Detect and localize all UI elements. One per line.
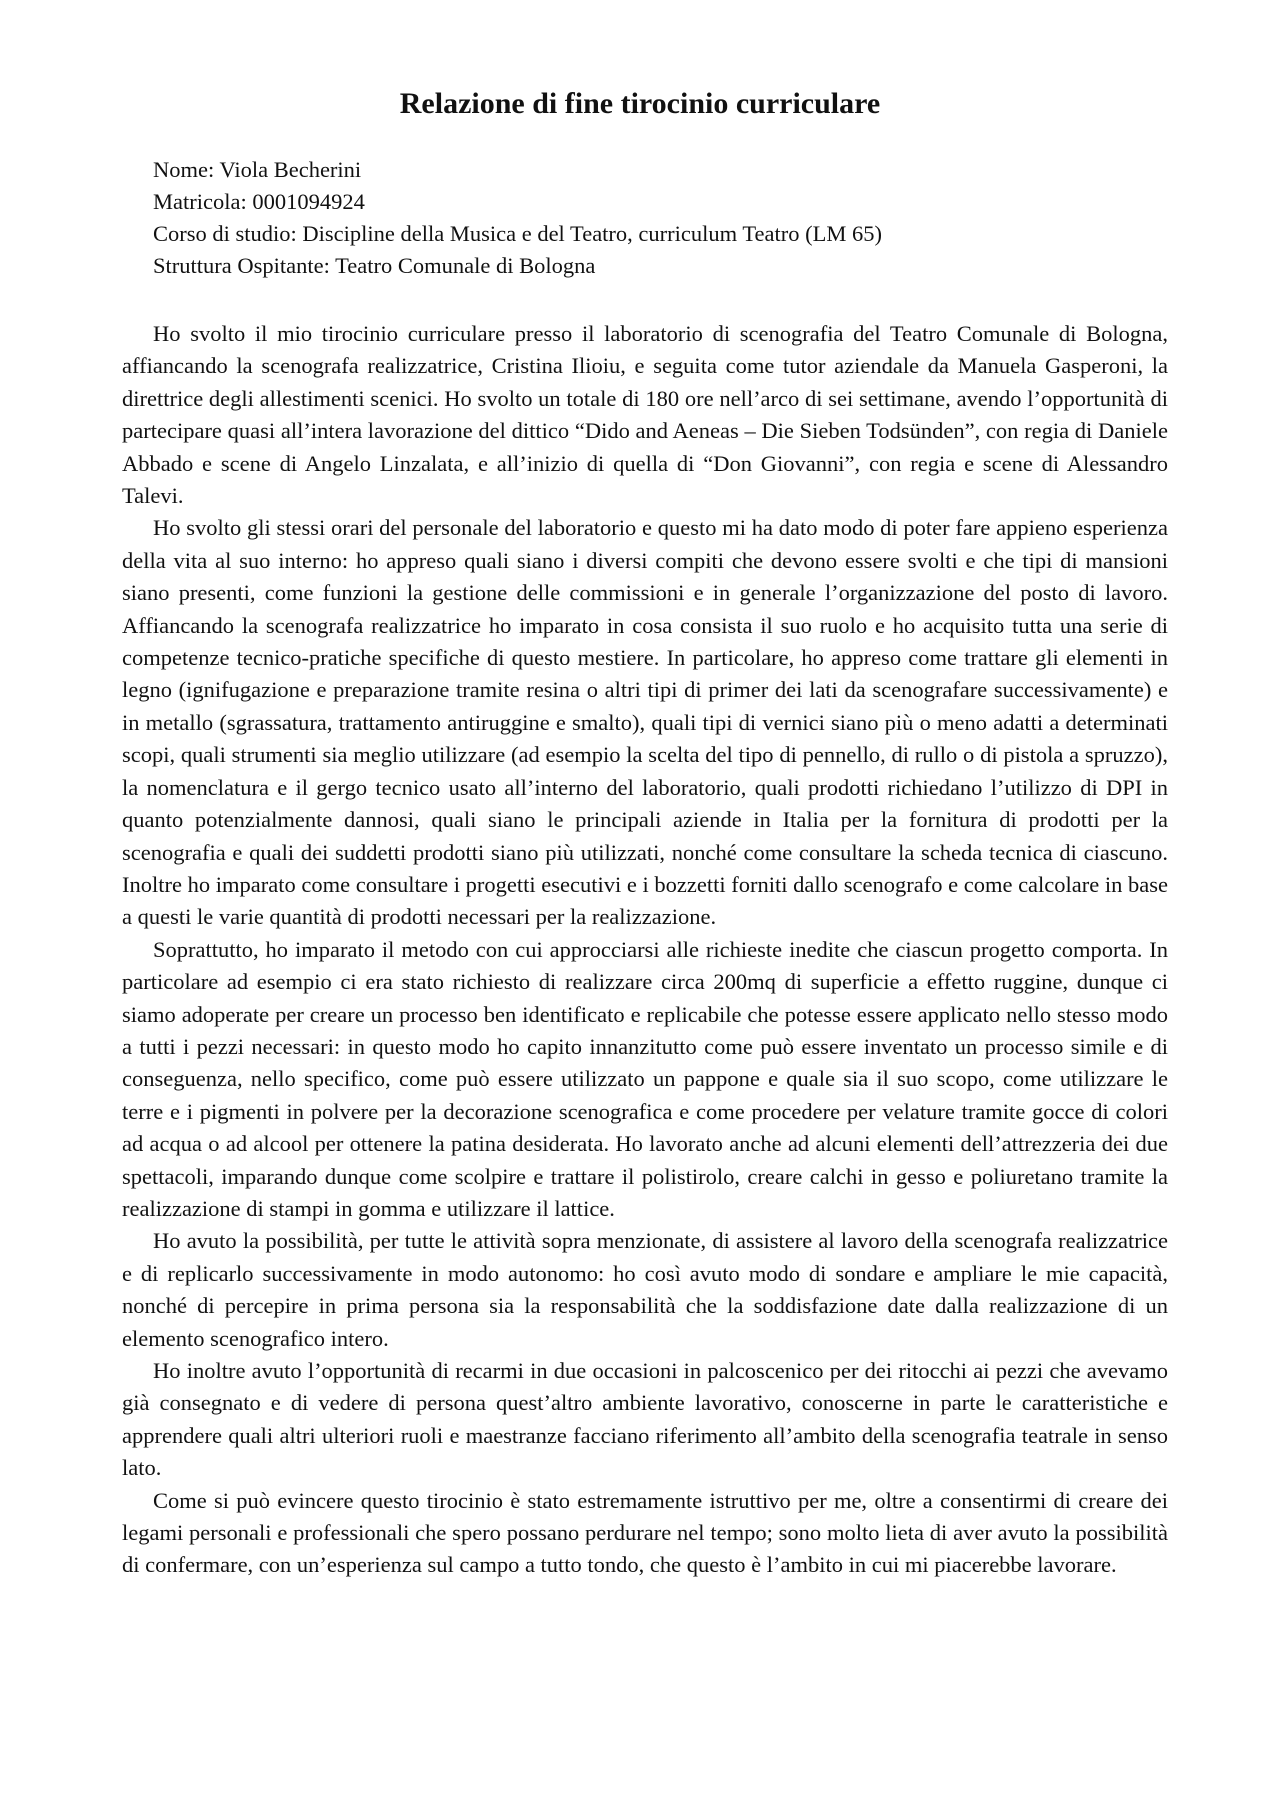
paragraph: Ho avuto la possibilità, per tutte le attività sopra menzionate, di assistere al lavoro della scenografa realizzatrice e di replicarlo successivamente in modo autonomo: ho così avuto modo di sondare e ampliare le mie capacità, nonché di percepire in prima persona sia la responsabilità che la soddisfazione date dalla realizzazione di un elemento scenografico intero. bbox=[122, 1228, 1168, 1351]
student-id: Matricola: 0001094924 bbox=[153, 189, 365, 214]
host-institution: Struttura Ospitante: Teatro Comunale di Bologna bbox=[153, 253, 596, 278]
paragraph: Ho svolto gli stessi orari del personale del laboratorio e questo mi ha dato modo di poter fare appieno esperienza della vita al suo interno: ho appreso quali siano i diversi compiti che devono essere svolti e che tipi di mansioni siano presenti, come funzioni la gestione delle commissioni e in generale l’organizzazione del posto di lavoro. Affiancando la scenografa realizzatrice ho imparato in cosa consista il suo ruolo e ho acquisito tutta una serie di competenze tecnico-pratiche specifiche di questo mestiere. In particolare, ho appreso come trattare gli elementi in legno (ignifugazione e preparazione tramite resina o altri tipi di primer dei lati da scenografare successivamente) e in metallo (sgrassatura, trattamento antiruggine e smalto), quali tipi di vernici siano più o meno adatti a determinati scopi, quali strumenti sia meglio utilizzare (ad esempio la scelta del tipo di pennello, di rullo o di pistola a spruzzo), la nomenclatura e il gergo tecnico usato all’interno del laboratorio, quali prodotti richiedano l’utilizzo di DPI in quanto potenzialmente dannosi, quali siano le principali aziende in Italia per la fornitura di prodotti per la scenografia e quali dei suddetti prodotti siano più utilizzati, nonché come consultare la scheda tecnica di ciascuno. Inoltre ho imparato come consultare i progetti esecutivi e i bozzetti forniti dallo scenografo e come calcolare in base a questi le varie quantità di prodotti necessari per la realizzazione. bbox=[122, 515, 1168, 930]
paragraph: Ho svolto il mio tirocinio curriculare presso il laboratorio di scenografia del Teatro Comunale di Bologna, affiancando la scenografa realizzatrice, Cristina Ilioiu, e seguita come tutor aziendale da Manuela Gasperoni, la direttrice degli allestimenti scenici. Ho svolto un totale di 180 ore nell’arco di sei settimane, avendo l’opportunità di partecipare quasi all’intera lavorazione del dittico “Dido and Aeneas – Die Sieben Todsünden”, con regia di Daniele Abbado e scene di Angelo Linzalata, e all’inizio di quella di “Don Giovanni”, con regia e scene di Alessandro Talevi. bbox=[122, 321, 1168, 509]
paragraph: Ho inoltre avuto l’opportunità di recarmi in due occasioni in palcoscenico per dei ritocchi ai pezzi che avevamo già consegnato e di vedere di persona quest’altro ambiente lavorativo, conoscerne in parte le caratteristiche e apprendere quali altri ulteriori ruoli e maestranze facciano riferimento all’ambito della scenografia teatrale in senso lato. bbox=[122, 1358, 1168, 1481]
paragraph: Soprattutto, ho imparato il metodo con cui approcciarsi alle richieste inedite che ciascun progetto comporta. In particolare ad esempio ci era stato richiesto di realizzare circa 200mq di superficie a effetto ruggine, dunque ci siamo adoperate per creare un processo ben identificato e replicabile che potesse essere applicato nello stesso modo a tutti i pezzi necessari: in questo modo ho capito innanzitutto come può essere inventato un processo simile e di conseguenza, nello specifico, come può essere utilizzato un pappone e quale sia il suo scopo, come utilizzare le terre e i pigmenti in polvere per la decorazione scenografica e come procedere per velature tramite gocce di colori ad acqua o ad alcool per ottenere la patina desiderata. Ho lavorato anche ad alcuni elementi dell’attrezzeria dei due spettacoli, imparando dunque come scolpire e trattare il polistirolo, creare calchi in gesso e poliuretano tramite la realizzazione di stampi in gomma e utilizzare il lattice. bbox=[122, 936, 1168, 1221]
report-body bbox=[122, 318, 1168, 1582]
student-name: Nome: Viola Becherini bbox=[153, 157, 362, 182]
course-of-study: Corso di studio: Discipline della Musica e del Teatro, curriculum Teatro (LM 65) bbox=[153, 221, 882, 246]
page-title: Relazione di fine tirocinio curriculare bbox=[399, 87, 881, 120]
student-info bbox=[153, 154, 1153, 282]
paragraph: Come si può evincere questo tirocinio è stato estremamente istruttivo per me, oltre a consentirmi di creare dei legami personali e professionali che spero possano perdurare nel tempo; sono molto lieta di aver avuto la possibilità di confermare, con un’esperienza sul campo a tutto tondo, che questo è l’ambito in cui mi piacerebbe lavorare. bbox=[122, 1487, 1168, 1578]
